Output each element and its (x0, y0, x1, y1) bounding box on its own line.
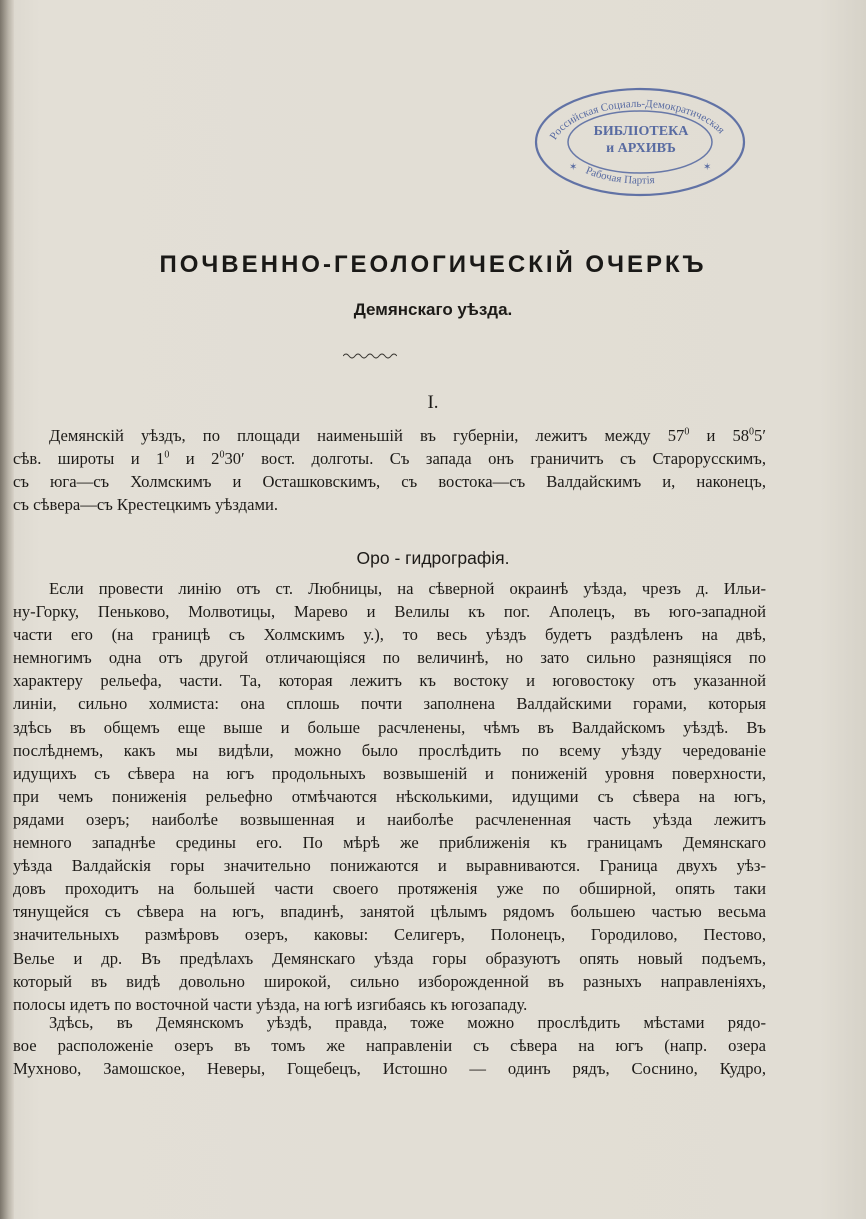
text-line: вое расположеніе озеръ въ томъ же направленіи съ сѣвера на югъ (напр. озера (13, 1036, 766, 1056)
text-line: который въ видѣ довольно широкой, сильно изборожденной въ разныхъ направленіяхъ, (13, 971, 766, 991)
text-line: уѣзда Валдайскія горы значительно понижаются и выравниваются. Граница двухъ уѣз- (13, 856, 766, 876)
text-line: съ сѣвера—съ Крестецкимъ уѣздами. (13, 495, 278, 515)
text-line: послѣднемъ, какъ мы видѣли, можно было прослѣдить по всему уѣзду чередованіе (13, 740, 766, 760)
text-line: Демянскій уѣздъ, по площади наименьшій въ губерніи, лежитъ между $57^0$ и $58^05'$ (49, 426, 766, 445)
text-line: тянущейся съ сѣвера на югъ, впадинѣ, занятой цѣлымъ рядомъ большею частью весьма (13, 902, 766, 922)
text-line: немногимъ одна отъ другой отличающіяся по величинѣ, но зато сильно разнящіяся по (13, 648, 766, 668)
text-line: полосы идетъ по восточной части уѣзда, на югѣ изгибаясь къ югозападу. (13, 994, 528, 1014)
text-line: Мухново, Замошское, Неверы, Гощебецъ, Истошно — одинъ рядъ, Соснино, Кудро, (13, 1059, 766, 1079)
text-line: немного западнѣе средины его. По мѣрѣ же приближенія къ границамъ Демянскаго (13, 833, 766, 853)
paragraph-lakes (13, 1011, 766, 1080)
text-line: Если провести линію отъ ст. Любницы, на сѣверной окраинѣ уѣзда, чрезъ д. Ильи- (49, 579, 766, 598)
document-title: ПОЧВЕННО-ГЕОЛОГИЧЕСКІЙ ОЧЕРКЪ (159, 251, 707, 278)
library-stamp (533, 86, 747, 198)
text-line: характеру рельефа, части. Та, которая лежитъ къ востоку и юговостоку отъ указанной (13, 671, 766, 691)
text-line: рядами озеръ; наиболѣе возвышенная и наиболѣе расчлененная часть уѣзда лежитъ (13, 809, 766, 829)
text-line: съ юга—съ Холмскимъ и Осташковскимъ, съ востока—съ Валдайскимъ и, наконецъ, (13, 472, 766, 492)
paragraph-intro (13, 424, 766, 516)
svg-text:Рабочая Партія: Рабочая Партія (583, 164, 656, 187)
document-subtitle: Демянскаго уѣзда. (353, 300, 513, 319)
text-line: здѣсь въ общемъ еще выше и больше расчленены, чѣмъ въ Валдайскомъ уѣздѣ. Въ (13, 717, 766, 737)
text-line: Велье и др. Въ предѣлахъ Демянскаго уѣзда горы образуютъ опять новый подъемъ, (13, 948, 766, 968)
text-line: части его (на границѣ съ Холмскимъ у.), то весь уѣздъ будетъ раздѣленъ на двѣ, (13, 625, 766, 645)
decorative-divider (343, 352, 397, 360)
text-line: сѣв. широты и $1^0$ и $2^030'$ вост. долготы. Съ запада онъ граничитъ съ Старорусскимъ, (13, 449, 766, 469)
paragraph-oro-hydrography (13, 577, 766, 1016)
text-line: довъ проходитъ на большей части своего протяженія уже по обширной, опять таки (13, 879, 766, 899)
svg-text:БИБЛІОТЕКА: БИБЛІОТЕКА (593, 124, 689, 139)
section-heading-oro-hydrography: Оро - гидрографія. (356, 548, 510, 568)
svg-text:✶: ✶ (703, 162, 712, 173)
text-line: при чемъ пониженія рельефно отмѣчаются нѣсколькими, идущими съ сѣвера на югъ, (13, 786, 766, 806)
svg-text:Российская Социаль-Демократиче: Российская Социаль-Демократическая (547, 97, 727, 143)
book-spine-shadow (0, 0, 14, 1219)
text-line: линіи, сильно холмиста: она сплошь почти заполнена Валдайскими горами, которыя (13, 694, 766, 714)
text-line: идущихъ съ сѣвера на югъ продольныхъ возвышеній и пониженій уровня поверхности, (13, 763, 766, 783)
svg-text:✶: ✶ (569, 162, 578, 173)
section-number: I. (427, 392, 439, 413)
text-line: значительныхъ размѣровъ озеръ, каковы: Селигеръ, Полонецъ, Городилово, Пестово, (13, 925, 766, 945)
text-line: Здѣсь, въ Демянскомъ уѣздѣ, правда, тоже можно прослѣдить мѣстами рядо- (49, 1013, 766, 1032)
text-line: ну-Горку, Пеньково, Молвотицы, Марево и Велилы къ пог. Аполецъ, въ юго-западной (13, 602, 766, 622)
svg-text:и АРХИВЪ: и АРХИВЪ (606, 141, 676, 156)
